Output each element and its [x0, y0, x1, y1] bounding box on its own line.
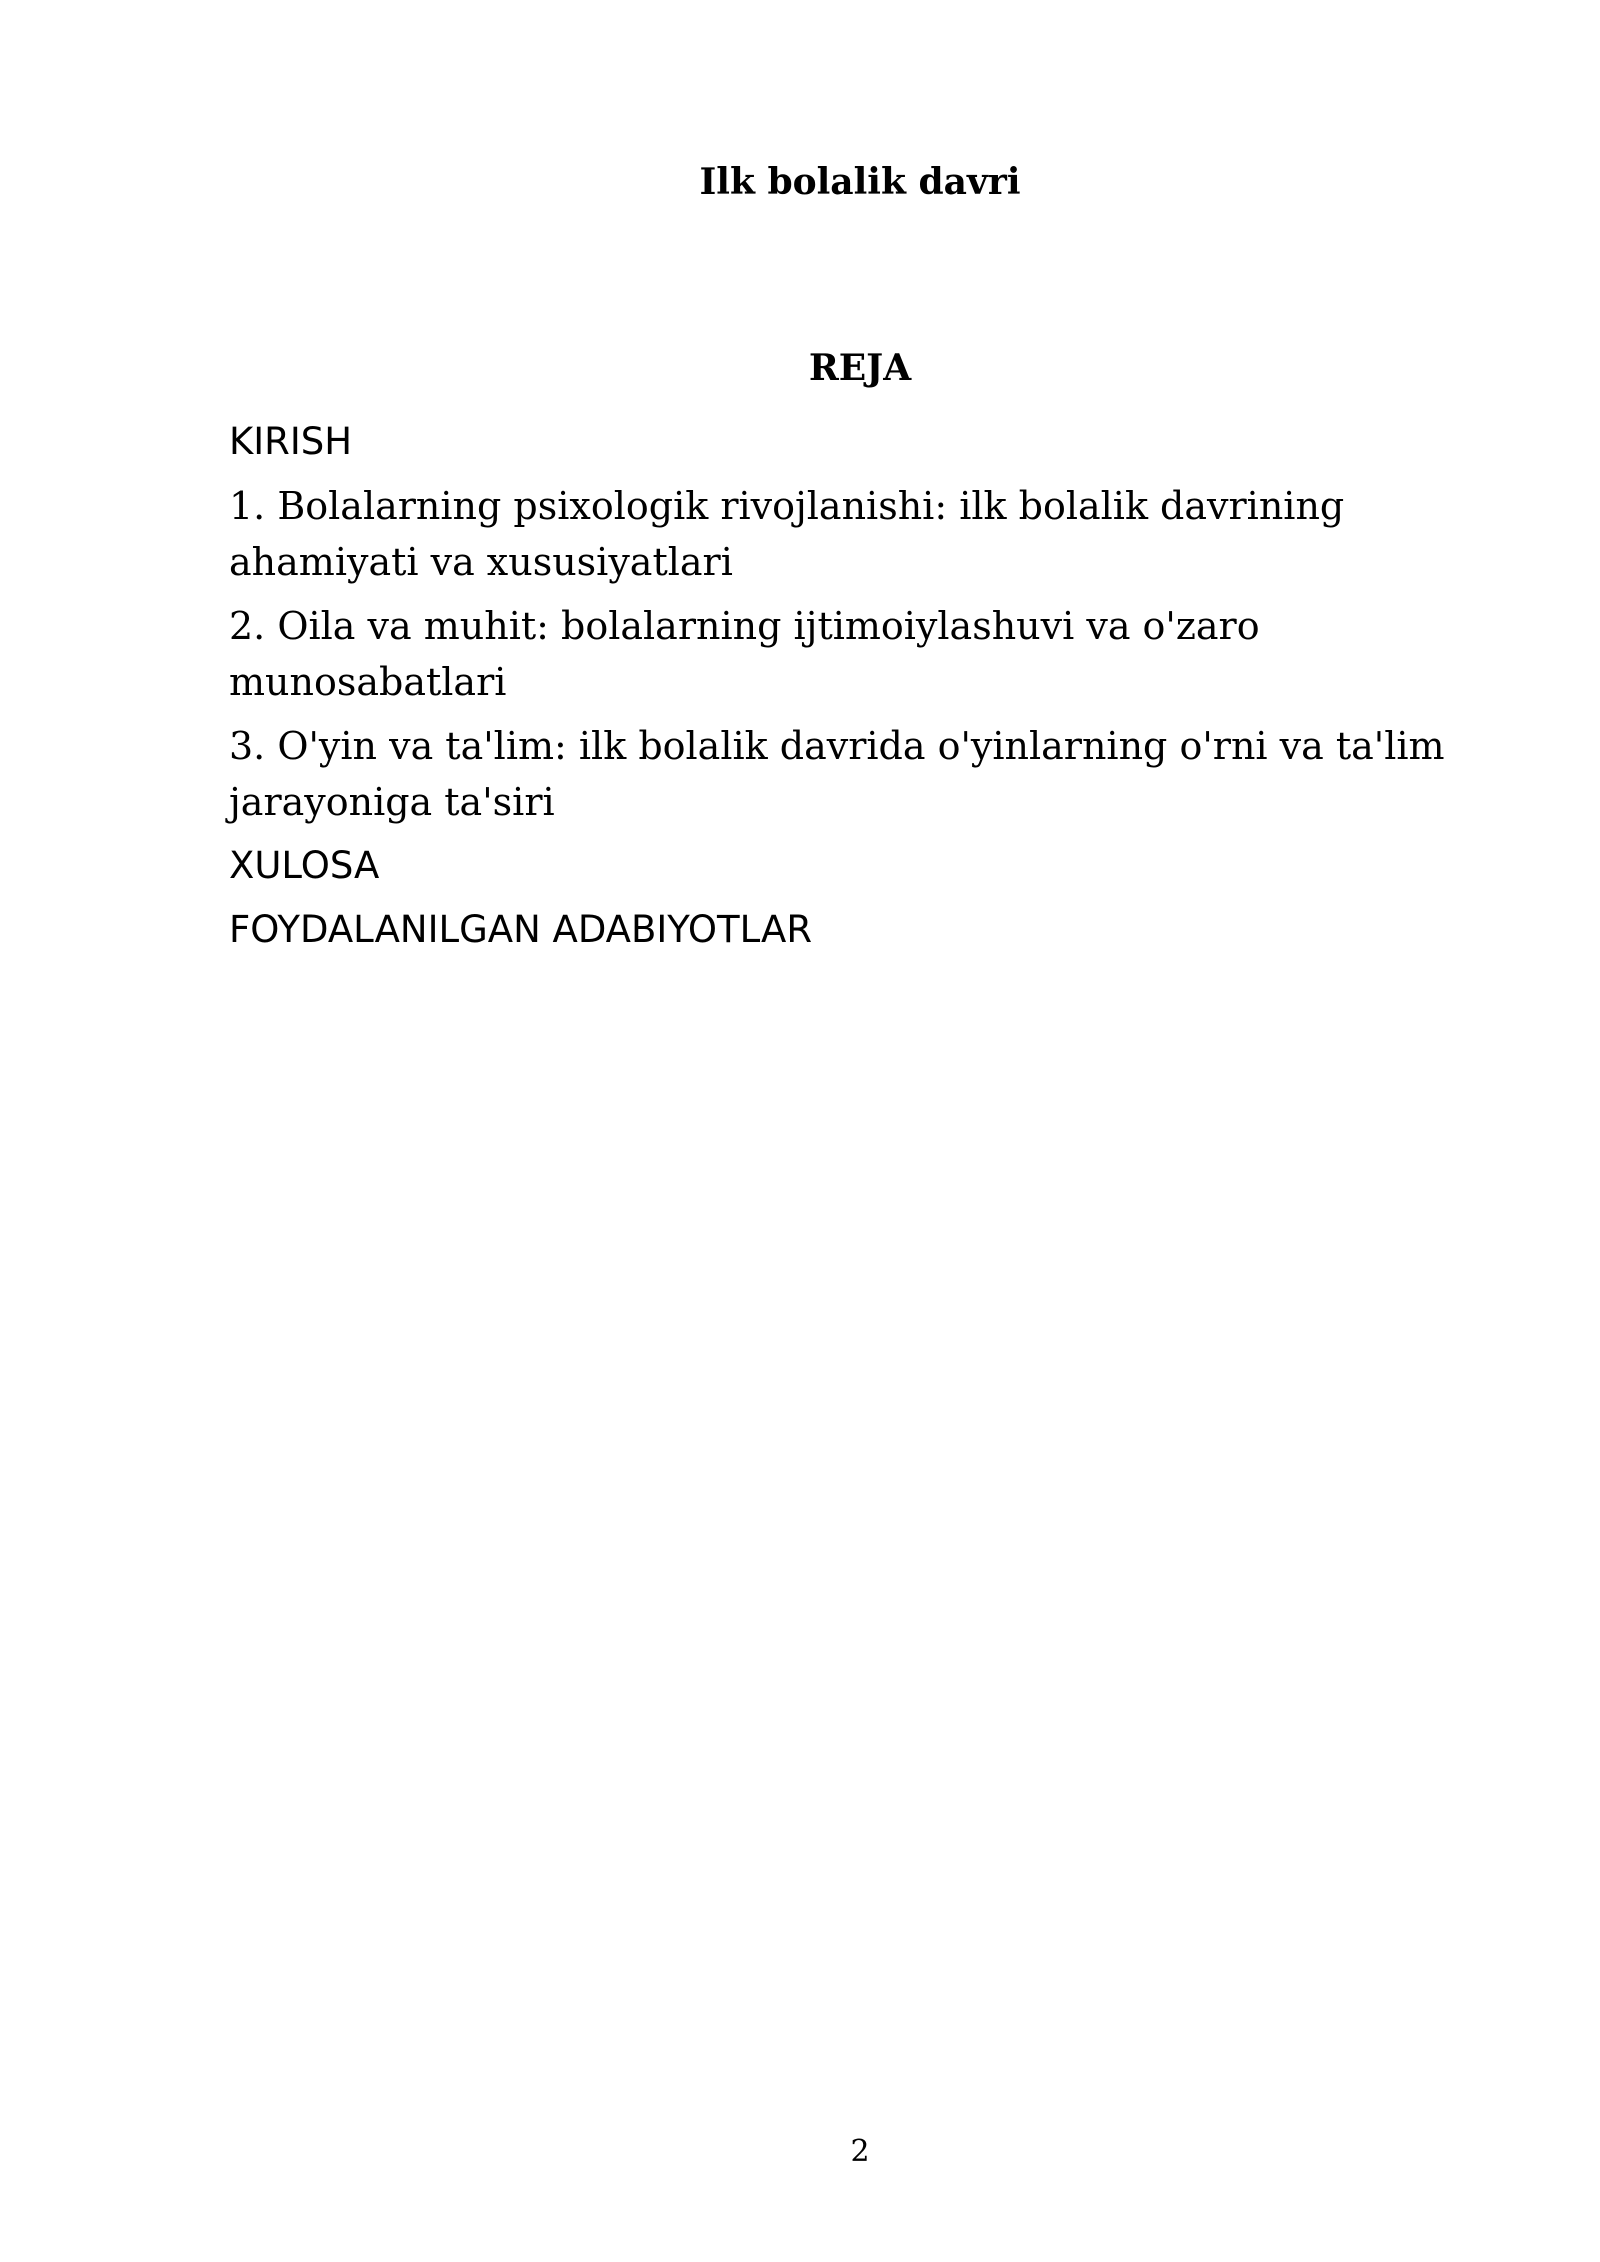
plan-item-introduction: KIRISH	[229, 420, 353, 463]
page-number: 2	[850, 2134, 870, 2169]
plan-list	[229, 414, 1489, 966]
plan-item-3: 3. O'yin va ta'lim: ilk bolalik davrida o'yinlarning o'rni va ta'lim jarayoniga ta'siri	[229, 724, 1445, 824]
document-title: Ilk bolalik davri	[699, 161, 1021, 203]
plan-item-1: 1. Bolalarning psixologik rivojlanishi: ilk bolalik davrining ahamiyati va xususiyatlari	[229, 484, 1345, 584]
plan-heading: REJA	[808, 347, 912, 389]
plan-item-2: 2. Oila va muhit: bolalarning ijtimoiylashuvi va o'zaro munosabatlari	[229, 604, 1260, 704]
plan-item-conclusion: XULOSA	[229, 844, 380, 887]
plan-item-references: FOYDALANILGAN ADABIYOTLAR	[229, 908, 813, 951]
